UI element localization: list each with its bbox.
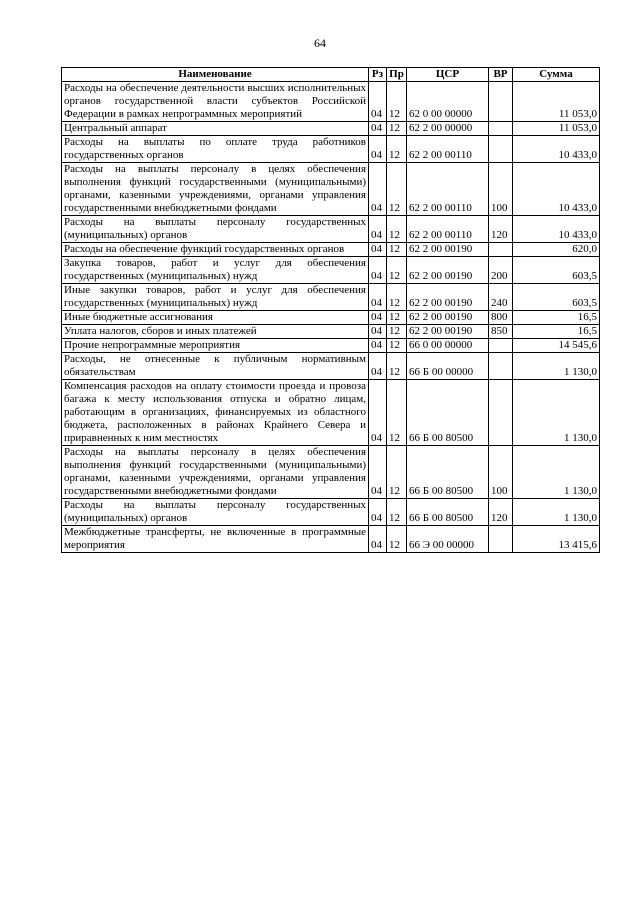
row-vr [489,136,513,163]
row-vr: 240 [489,284,513,311]
row-name: Иные закупки товаров, работ и услуг для обеспечения государственных (муниципальных) нужд [62,284,369,311]
row-pr: 12 [387,353,407,380]
budget-table [61,67,600,553]
row-rz: 04 [369,353,387,380]
row-csr: 66 Э 00 00000 [407,526,489,553]
row-pr: 12 [387,163,407,216]
row-rz: 04 [369,526,387,553]
row-sum: 620,0 [513,243,600,257]
row-name: Закупка товаров, работ и услуг для обеспечения государственных (муниципальных) нужд [62,257,369,284]
row-rz: 04 [369,136,387,163]
table-row [62,216,600,243]
row-csr: 62 2 00 00190 [407,284,489,311]
row-pr: 12 [387,325,407,339]
header-vr: ВР [489,68,513,82]
row-csr: 62 2 00 00000 [407,122,489,136]
row-vr: 800 [489,311,513,325]
row-vr [489,122,513,136]
row-name: Уплата налогов, сборов и иных платежей [62,325,369,339]
row-rz: 04 [369,380,387,446]
row-vr: 100 [489,446,513,499]
row-name: Расходы на выплаты персоналу государственных (муниципальных) органов [62,216,369,243]
row-pr: 12 [387,284,407,311]
row-name: Расходы на обеспечение деятельности высших исполнительных органов государственной власти субъектов Российской Федерации в рамках непрограммных мероприятий [62,82,369,122]
row-rz: 04 [369,122,387,136]
table-row [62,380,600,446]
row-vr [489,353,513,380]
row-sum: 603,5 [513,257,600,284]
row-sum: 11 053,0 [513,122,600,136]
row-pr: 12 [387,526,407,553]
row-rz: 04 [369,82,387,122]
row-sum: 14 545,6 [513,339,600,353]
header-csr: ЦСР [407,68,489,82]
row-name: Расходы на выплаты по оплате труда работников государственных органов [62,136,369,163]
row-name: Иные бюджетные ассигнования [62,311,369,325]
row-csr: 62 2 00 00110 [407,163,489,216]
row-rz: 04 [369,257,387,284]
row-rz: 04 [369,311,387,325]
row-sum: 16,5 [513,325,600,339]
table-row [62,325,600,339]
table-row [62,446,600,499]
row-rz: 04 [369,446,387,499]
row-vr: 120 [489,499,513,526]
table-row [62,257,600,284]
row-vr: 200 [489,257,513,284]
header-sum: Сумма [513,68,600,82]
row-vr [489,82,513,122]
row-rz: 04 [369,325,387,339]
row-vr: 100 [489,163,513,216]
table-row [62,163,600,216]
table-row [62,284,600,311]
row-sum: 603,5 [513,284,600,311]
row-csr: 62 2 00 00190 [407,257,489,284]
row-csr: 66 Б 00 80500 [407,499,489,526]
table-row [62,243,600,257]
row-name: Расходы на выплаты персоналу государственных (муниципальных) органов [62,499,369,526]
row-sum: 10 433,0 [513,163,600,216]
table-header-row [62,68,600,82]
row-sum: 1 130,0 [513,499,600,526]
row-csr: 62 2 00 00110 [407,216,489,243]
table-row [62,339,600,353]
row-sum: 11 053,0 [513,82,600,122]
row-csr: 62 2 00 00190 [407,243,489,257]
row-vr: 850 [489,325,513,339]
row-csr: 62 2 00 00110 [407,136,489,163]
row-pr: 12 [387,339,407,353]
row-sum: 16,5 [513,311,600,325]
row-rz: 04 [369,216,387,243]
header-name: Наименование [62,68,369,82]
row-csr: 66 Б 00 80500 [407,380,489,446]
table-row [62,526,600,553]
page-number: 64 [314,36,326,50]
row-csr: 62 0 00 00000 [407,82,489,122]
row-name: Центральный аппарат [62,122,369,136]
row-pr: 12 [387,311,407,325]
row-csr: 66 0 00 00000 [407,339,489,353]
row-name: Расходы на выплаты персоналу в целях обеспечения выполнения функций государственными (муниципальными) органами, казенными учреждениями, органами управления государственными внебюджетными фондами [62,446,369,499]
table-row [62,499,600,526]
row-rz: 04 [369,243,387,257]
row-vr: 120 [489,216,513,243]
row-name: Расходы на обеспечение функций государственных органов [62,243,369,257]
row-name: Компенсация расходов на оплату стоимости проезда и провоза багажа к месту использования отпуска и обратно лицам, работающим в организациях, финансируемых из областного бюджета, расположенных в районах Крайнего Севера и приравненных к ним местностях [62,380,369,446]
row-csr: 66 Б 00 80500 [407,446,489,499]
row-vr [489,380,513,446]
row-rz: 04 [369,499,387,526]
table-row [62,136,600,163]
row-pr: 12 [387,216,407,243]
table-row [62,122,600,136]
row-sum: 1 130,0 [513,446,600,499]
row-sum: 10 433,0 [513,136,600,163]
row-csr: 62 2 00 00190 [407,311,489,325]
row-name: Прочие непрограммные мероприятия [62,339,369,353]
row-name: Межбюджетные трансферты, не включенные в программные мероприятия [62,526,369,553]
row-csr: 66 Б 00 00000 [407,353,489,380]
table-row [62,353,600,380]
row-sum: 10 433,0 [513,216,600,243]
row-name: Расходы на выплаты персоналу в целях обеспечения выполнения функций государственными (муниципальными) органами, казенными учреждениями, органами управления государственными внебюджетными фондами [62,163,369,216]
row-name: Расходы, не отнесенные к публичным нормативным обязательствам [62,353,369,380]
table-row [62,82,600,122]
row-rz: 04 [369,339,387,353]
row-csr: 62 2 00 00190 [407,325,489,339]
row-rz: 04 [369,284,387,311]
row-pr: 12 [387,122,407,136]
row-pr: 12 [387,82,407,122]
row-vr [489,339,513,353]
row-pr: 12 [387,499,407,526]
row-sum: 1 130,0 [513,380,600,446]
row-pr: 12 [387,380,407,446]
row-rz: 04 [369,163,387,216]
row-vr [489,243,513,257]
table-row [62,311,600,325]
header-pr: Пр [387,68,407,82]
row-sum: 1 130,0 [513,353,600,380]
row-vr [489,526,513,553]
row-pr: 12 [387,446,407,499]
row-sum: 13 415,6 [513,526,600,553]
row-pr: 12 [387,257,407,284]
header-rz: Рз [369,68,387,82]
row-pr: 12 [387,136,407,163]
row-pr: 12 [387,243,407,257]
